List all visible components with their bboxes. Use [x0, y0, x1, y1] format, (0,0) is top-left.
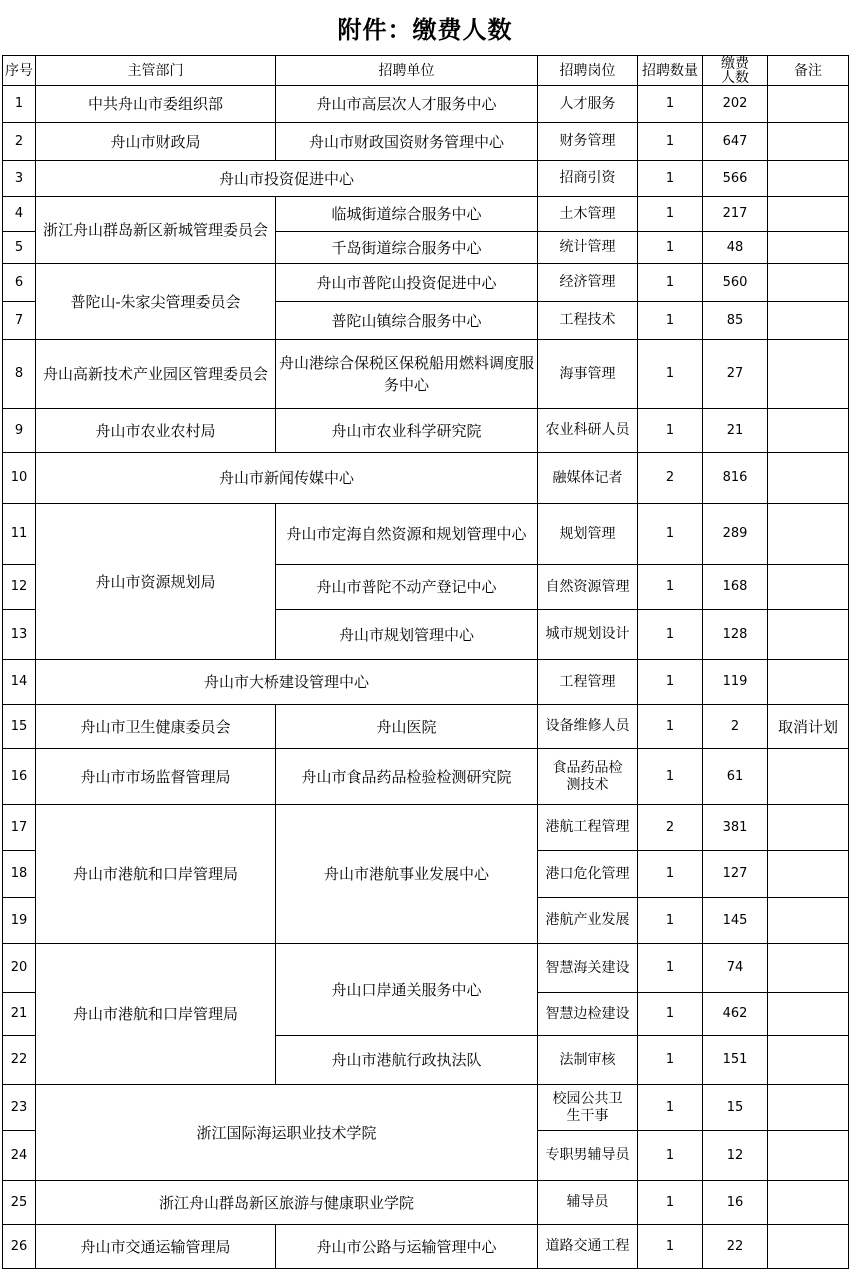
paid-cell: 21 [703, 409, 768, 453]
row-no: 5 [3, 232, 36, 264]
dept-cell: 舟山市交通运输管理局 [36, 1225, 276, 1269]
post-cell: 辅导员 [538, 1181, 638, 1225]
row-no: 23 [3, 1085, 36, 1131]
unit-cell: 舟山市高层次人才服务中心 [276, 86, 538, 123]
table-row [3, 944, 849, 993]
table-row [3, 1225, 849, 1269]
note-cell [768, 232, 849, 264]
note-cell [768, 1225, 849, 1269]
row-no: 3 [3, 161, 36, 197]
document-title: 附件：缴费人数 [337, 15, 513, 44]
unit-cell: 舟山市农业科学研究院 [276, 409, 538, 453]
paid-cell: 119 [703, 660, 768, 705]
qty-cell: 1 [638, 264, 703, 302]
note-cell [768, 161, 849, 197]
qty-cell: 1 [638, 123, 703, 161]
paid-cell: 202 [703, 86, 768, 123]
qty-cell: 1 [638, 1085, 703, 1131]
post-cell: 海事管理 [538, 340, 638, 409]
unit-cell: 千岛街道综合服务中心 [276, 232, 538, 264]
paid-cell: 289 [703, 504, 768, 565]
unit-cell: 舟山市港航事业发展中心 [276, 805, 538, 944]
qty-cell: 1 [638, 749, 703, 805]
qty-cell: 1 [638, 944, 703, 993]
paid-cell: 27 [703, 340, 768, 409]
qty-cell: 1 [638, 161, 703, 197]
qty-cell: 1 [638, 851, 703, 898]
row-no: 9 [3, 409, 36, 453]
table-row [3, 805, 849, 851]
paid-cell: 85 [703, 302, 768, 340]
qty-cell: 1 [638, 705, 703, 749]
qty-cell: 1 [638, 340, 703, 409]
note-cell [768, 123, 849, 161]
post-cell: 工程技术 [538, 302, 638, 340]
note-cell [768, 1181, 849, 1225]
note-cell [768, 749, 849, 805]
dept-cell: 舟山市农业农村局 [36, 409, 276, 453]
table-row [3, 504, 849, 565]
post-cell: 城市规划设计 [538, 610, 638, 660]
qty-cell: 1 [638, 409, 703, 453]
header-qty: 招聘数量 [638, 56, 703, 86]
table-row [3, 705, 849, 749]
paid-cell: 22 [703, 1225, 768, 1269]
note-cell [768, 610, 849, 660]
row-no: 16 [3, 749, 36, 805]
table-row [3, 660, 849, 705]
note-cell [768, 805, 849, 851]
dept-cell: 舟山市资源规划局 [36, 504, 276, 660]
dept-cell: 中共舟山市委组织部 [36, 86, 276, 123]
note-cell: 取消计划 [768, 705, 849, 749]
row-no: 11 [3, 504, 36, 565]
qty-cell: 2 [638, 453, 703, 504]
post-cell: 财务管理 [538, 123, 638, 161]
dept-cell: 普陀山-朱家尖管理委员会 [36, 264, 276, 340]
unit-cell: 普陀山镇综合服务中心 [276, 302, 538, 340]
qty-cell: 1 [638, 610, 703, 660]
payment-count-table [2, 55, 849, 1269]
table-row [3, 453, 849, 504]
paid-cell: 128 [703, 610, 768, 660]
row-no: 19 [3, 898, 36, 944]
dept-cell: 舟山市港航和口岸管理局 [36, 944, 276, 1085]
post-cell: 港航产业发展 [538, 898, 638, 944]
post-cell: 规划管理 [538, 504, 638, 565]
paid-cell: 15 [703, 1085, 768, 1131]
row-no: 12 [3, 565, 36, 610]
qty-cell: 1 [638, 1225, 703, 1269]
post-cell: 土木管理 [538, 197, 638, 232]
paid-cell: 2 [703, 705, 768, 749]
dept-cell: 舟山市卫生健康委员会 [36, 705, 276, 749]
post-cell: 港口危化管理 [538, 851, 638, 898]
paid-cell: 647 [703, 123, 768, 161]
table-row [3, 264, 849, 302]
unit-cell: 舟山医院 [276, 705, 538, 749]
post-cell: 设备维修人员 [538, 705, 638, 749]
paid-cell: 127 [703, 851, 768, 898]
note-cell [768, 944, 849, 993]
paid-cell: 462 [703, 993, 768, 1036]
table-row [3, 409, 849, 453]
post-cell: 工程管理 [538, 660, 638, 705]
post-cell: 经济管理 [538, 264, 638, 302]
dept-cell: 浙江舟山群岛新区旅游与健康职业学院 [36, 1181, 538, 1225]
paid-cell: 566 [703, 161, 768, 197]
row-no: 22 [3, 1036, 36, 1085]
qty-cell: 1 [638, 86, 703, 123]
post-cell: 自然资源管理 [538, 565, 638, 610]
unit-cell: 舟山口岸通关服务中心 [276, 944, 538, 1036]
post-cell: 招商引资 [538, 161, 638, 197]
paid-cell: 381 [703, 805, 768, 851]
row-no: 2 [3, 123, 36, 161]
row-no: 8 [3, 340, 36, 409]
table-row [3, 1181, 849, 1225]
note-cell [768, 504, 849, 565]
note-cell [768, 993, 849, 1036]
paid-cell: 48 [703, 232, 768, 264]
unit-cell: 舟山市财政国资财务管理中心 [276, 123, 538, 161]
note-cell [768, 1131, 849, 1181]
row-no: 1 [3, 86, 36, 123]
note-cell [768, 197, 849, 232]
paid-cell: 816 [703, 453, 768, 504]
qty-cell: 1 [638, 660, 703, 705]
unit-cell: 舟山市公路与运输管理中心 [276, 1225, 538, 1269]
post-cell: 港航工程管理 [538, 805, 638, 851]
header-no: 序号 [3, 56, 36, 86]
post-cell: 专职男辅导员 [538, 1131, 638, 1181]
note-cell [768, 660, 849, 705]
dept-cell: 浙江国际海运职业技术学院 [36, 1085, 538, 1181]
qty-cell: 1 [638, 1036, 703, 1085]
note-cell [768, 86, 849, 123]
row-no: 20 [3, 944, 36, 993]
post-cell: 校园公共卫生干事 [538, 1085, 638, 1131]
dept-cell: 舟山市港航和口岸管理局 [36, 805, 276, 944]
paid-cell: 560 [703, 264, 768, 302]
row-no: 14 [3, 660, 36, 705]
post-cell: 法制审核 [538, 1036, 638, 1085]
row-no: 13 [3, 610, 36, 660]
note-cell [768, 453, 849, 504]
table-row [3, 123, 849, 161]
row-no: 4 [3, 197, 36, 232]
qty-cell: 1 [638, 197, 703, 232]
post-cell: 道路交通工程 [538, 1225, 638, 1269]
qty-cell: 1 [638, 504, 703, 565]
note-cell [768, 340, 849, 409]
post-cell: 食品药品检测技术 [538, 749, 638, 805]
post-cell: 融媒体记者 [538, 453, 638, 504]
paid-cell: 61 [703, 749, 768, 805]
post-cell: 人才服务 [538, 86, 638, 123]
table-row [3, 161, 849, 197]
header-note: 备注 [768, 56, 849, 86]
unit-cell: 临城街道综合服务中心 [276, 197, 538, 232]
dept-cell: 舟山高新技术产业园区管理委员会 [36, 340, 276, 409]
table-row [3, 197, 849, 232]
row-no: 26 [3, 1225, 36, 1269]
dept-cell: 舟山市投资促进中心 [36, 161, 538, 197]
qty-cell: 1 [638, 1181, 703, 1225]
dept-cell: 舟山市新闻传媒中心 [36, 453, 538, 504]
qty-cell: 1 [638, 302, 703, 340]
note-cell [768, 1085, 849, 1131]
unit-cell: 舟山港综合保税区保税船用燃料调度服务中心 [276, 340, 538, 409]
table-row [3, 1085, 849, 1131]
qty-cell: 1 [638, 898, 703, 944]
row-no: 17 [3, 805, 36, 851]
post-cell: 统计管理 [538, 232, 638, 264]
post-cell: 农业科研人员 [538, 409, 638, 453]
row-no: 7 [3, 302, 36, 340]
note-cell [768, 1036, 849, 1085]
header-dept: 主管部门 [36, 56, 276, 86]
row-no: 25 [3, 1181, 36, 1225]
unit-cell: 舟山市港航行政执法队 [276, 1036, 538, 1085]
qty-cell: 2 [638, 805, 703, 851]
table-row [3, 749, 849, 805]
note-cell [768, 851, 849, 898]
row-no: 18 [3, 851, 36, 898]
qty-cell: 1 [638, 993, 703, 1036]
note-cell [768, 409, 849, 453]
unit-cell: 舟山市普陀不动产登记中心 [276, 565, 538, 610]
paid-cell: 16 [703, 1181, 768, 1225]
post-cell: 智慧边检建设 [538, 993, 638, 1036]
paid-cell: 74 [703, 944, 768, 993]
header-post: 招聘岗位 [538, 56, 638, 86]
dept-cell: 舟山市市场监督管理局 [36, 749, 276, 805]
qty-cell: 1 [638, 565, 703, 610]
row-no: 10 [3, 453, 36, 504]
dept-cell: 舟山市大桥建设管理中心 [36, 660, 538, 705]
note-cell [768, 565, 849, 610]
header-paid: 缴费人数 [703, 56, 768, 86]
unit-cell: 舟山市普陀山投资促进中心 [276, 264, 538, 302]
dept-cell: 舟山市财政局 [36, 123, 276, 161]
unit-cell: 舟山市定海自然资源和规划管理中心 [276, 504, 538, 565]
row-no: 24 [3, 1131, 36, 1181]
row-no: 6 [3, 264, 36, 302]
row-no: 21 [3, 993, 36, 1036]
table-row [3, 86, 849, 123]
paid-cell: 217 [703, 197, 768, 232]
unit-cell: 舟山市食品药品检验检测研究院 [276, 749, 538, 805]
qty-cell: 1 [638, 1131, 703, 1181]
dept-cell: 浙江舟山群岛新区新城管理委员会 [36, 197, 276, 264]
header-unit: 招聘单位 [276, 56, 538, 86]
note-cell [768, 898, 849, 944]
qty-cell: 1 [638, 232, 703, 264]
note-cell [768, 302, 849, 340]
paid-cell: 168 [703, 565, 768, 610]
paid-cell: 12 [703, 1131, 768, 1181]
unit-cell: 舟山市规划管理中心 [276, 610, 538, 660]
note-cell [768, 264, 849, 302]
paid-cell: 151 [703, 1036, 768, 1085]
row-no: 15 [3, 705, 36, 749]
paid-cell: 145 [703, 898, 768, 944]
table-row [3, 340, 849, 409]
post-cell: 智慧海关建设 [538, 944, 638, 993]
table-header-row [3, 56, 849, 86]
